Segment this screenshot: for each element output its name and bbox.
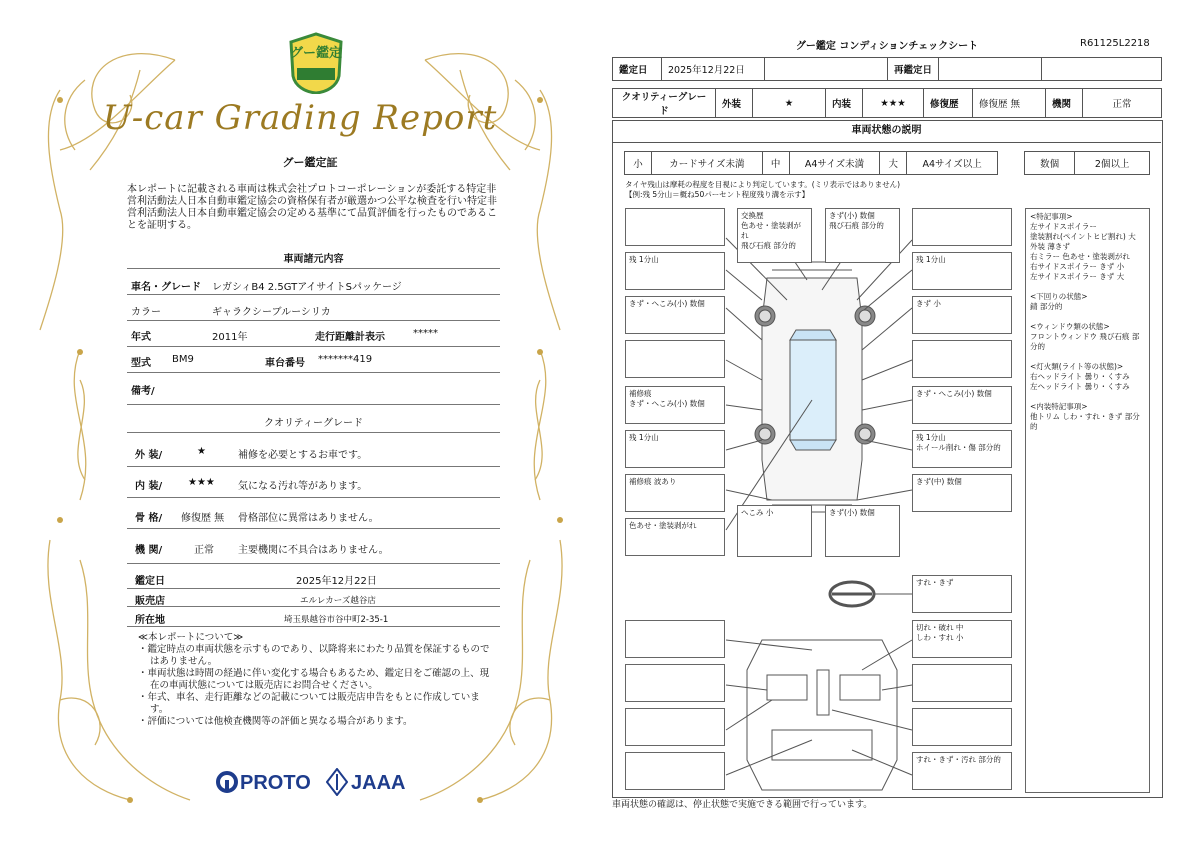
grade-label-cell: クオリティーグレード	[613, 89, 716, 118]
proto-logo-icon	[215, 770, 239, 794]
spec-heading: 車両諸元内容	[283, 254, 344, 265]
chassis-value: *******419	[318, 354, 373, 365]
model-value: BM9	[172, 354, 194, 365]
date-label: 鑑定日	[135, 576, 165, 587]
interior-box: すれ・きず・汚れ 部分的	[912, 752, 1012, 790]
interior-box: すれ・きず	[912, 575, 1012, 613]
divider	[127, 466, 500, 467]
odo-label: 走行距離計表示	[315, 332, 385, 343]
report-title: U-car Grading Report	[102, 98, 498, 138]
special-line: <内装特記事項>	[1030, 402, 1088, 411]
proto-brand: PROTO	[240, 772, 311, 794]
dealer-value: エルレカーズ越谷店	[300, 596, 376, 606]
tire-note	[625, 180, 900, 200]
int-label-cell: 内装	[826, 89, 863, 118]
spacer	[1030, 282, 1145, 292]
date-value: 2025年12月22日	[296, 576, 377, 587]
goo-kantei-logo	[287, 32, 345, 94]
model-label: 型式	[131, 358, 151, 369]
condition-box	[912, 208, 1012, 246]
condition-box: きず・へこみ(小) 数個	[625, 296, 725, 334]
legend-count: 数個	[1025, 152, 1075, 175]
divider	[127, 528, 500, 529]
special-line: 外装 薄きず	[1030, 242, 1070, 251]
section-title: 車両状態の説明	[612, 120, 1161, 143]
legend-small-desc: カードサイズ未満	[652, 152, 763, 175]
divider	[127, 497, 500, 498]
interior-box	[625, 664, 725, 702]
divider	[127, 588, 500, 589]
divider	[127, 563, 500, 564]
grade-interior-value: ★★★	[188, 477, 215, 488]
condition-box: 補修痕 波あり	[625, 474, 725, 512]
special-line: <灯火類(ライト等の状態)>	[1030, 362, 1124, 371]
condition-box: 残 1分山	[912, 252, 1012, 290]
odo-value: *****	[413, 328, 438, 339]
spacer	[1030, 312, 1145, 322]
condition-box: へこみ 小	[737, 505, 812, 557]
year-label: 年式	[131, 332, 151, 343]
blank-cell	[1042, 58, 1162, 81]
grade-exterior-desc: 補修を必要とするお車です。	[238, 450, 368, 461]
special-line: <ウィンドウ類の状態>	[1030, 322, 1110, 331]
size-legend	[624, 151, 998, 175]
ext-value-cell: ★	[753, 89, 826, 118]
divider	[127, 404, 500, 405]
grade-engine-value: 正常	[194, 545, 214, 556]
divider	[127, 346, 500, 347]
grade-exterior-value: ★	[197, 446, 206, 457]
special-line: 錆 部分的	[1030, 302, 1063, 311]
condition-box: 交換歴 色あせ・塗装剥がれ 飛び石痕 部分的	[737, 208, 812, 263]
condition-box: きず(小) 数個	[825, 505, 900, 557]
color-value: ギャラクシーブルーシリカ	[212, 307, 331, 318]
condition-box: きず(小) 数個 飛び石痕 部分的	[825, 208, 900, 263]
grade-frame-desc: 骨格部位に異常はありません。	[238, 513, 379, 524]
date-label-cell: 鑑定日	[613, 58, 662, 81]
int-value-cell: ★★★	[863, 89, 924, 118]
grade-engine-desc: 主要機関に不具合はありません。	[238, 545, 389, 556]
color-label: カラー	[131, 307, 161, 318]
legend-small: 小	[625, 152, 652, 175]
condition-box: 残 1分山	[625, 430, 725, 468]
divider	[127, 606, 500, 607]
grade-frame-value: 修復歴 無	[181, 513, 225, 524]
check-sheet-title: グー鑑定 コンディションチェックシート	[795, 41, 979, 52]
special-line: 左サイドスポイラー	[1030, 222, 1097, 231]
note-item: ・評価については他検査機関等の評価と異なる場合があります。	[138, 716, 413, 727]
special-line: <下回りの状態>	[1030, 292, 1088, 301]
logo-text: グー鑑定	[289, 46, 342, 61]
grade-engine-label: 機 関/	[135, 545, 163, 556]
date-value-cell: 2025年12月22日	[662, 58, 765, 81]
interior-box	[625, 708, 725, 746]
spacer	[1030, 352, 1145, 362]
interior-box	[912, 708, 1012, 746]
grade-interior-desc: 気になる汚れ等があります。	[238, 481, 368, 492]
name-value: レガシィB4 2.5GTアイサイトSパッケージ	[212, 282, 402, 293]
note-item: ・車両状態は時間の経過に伴い変化する場合もあるため、鑑定日をご確認の上、現在の車両状態については販売店にお問合せください。	[138, 668, 490, 691]
certificate-intro: 本レポートに記載される車両は株式会社プロトコーポレーションが委託する特定非営利活動法人日本自動車鑑定協会の資格保有者が厳選かつ公平な検査を行い特定非営利活動法人日本自動車鑑定協会の定める基準にて品質評価を行ったものであることを証明する。	[127, 184, 497, 231]
special-line: 右サイドスポイラー きず 小	[1030, 262, 1125, 271]
special-notes	[1025, 208, 1150, 793]
count-legend	[1024, 151, 1150, 175]
ext-label-cell: 外装	[716, 89, 753, 118]
remarks-label: 備考/	[131, 386, 155, 397]
divider	[127, 268, 500, 269]
condition-box: 補修痕 きず・へこみ(小) 数個	[625, 386, 725, 424]
engine-value-cell: 正常	[1083, 89, 1162, 118]
condition-box: きず(中) 数個	[912, 474, 1012, 512]
divider	[127, 294, 500, 295]
date-table	[612, 57, 1162, 81]
note-item: ・年式、車名、走行距離などの記載については販売店申告をもとに作成しています。	[138, 692, 480, 715]
interior-box	[625, 620, 725, 658]
address-label: 所在地	[135, 615, 165, 626]
jaaa-logo-icon	[326, 768, 348, 796]
legend-mid: 中	[762, 152, 789, 175]
divider	[127, 320, 500, 321]
name-label: 車名・グレード	[131, 282, 201, 293]
note-item: ・鑑定時点の車両状態を示すものであり、以降将来にわたり品質を保証するものではありません。	[138, 644, 490, 667]
legend-large: 大	[880, 152, 907, 175]
repair-value-cell: 修復歴 無	[973, 89, 1046, 118]
sheet-code: R61125L2218	[1080, 38, 1150, 49]
dealer-label: 販売店	[135, 596, 165, 607]
special-line: 右ミラー 色あせ・塗装剥がれ	[1030, 252, 1130, 261]
condition-box	[625, 208, 725, 246]
condition-box: 残 1分山 ホイール削れ・傷 部分的	[912, 430, 1012, 468]
interior-box: 切れ・破れ 中 しわ・すれ 小	[912, 620, 1012, 658]
divider	[127, 626, 500, 627]
notes-heading: ≪本レポートについて≫	[138, 632, 244, 643]
divider	[127, 372, 500, 373]
address-value: 埼玉県越谷市谷中町2-35-1	[284, 615, 389, 625]
legend-large-desc: A4サイズ以上	[907, 152, 998, 175]
report-notes	[138, 632, 498, 728]
certificate-heading: グー鑑定証	[282, 156, 338, 169]
divider	[127, 432, 500, 433]
condition-box	[625, 340, 725, 378]
condition-box: きず・へこみ(小) 数個	[912, 386, 1012, 424]
special-line: 塗装割れ(ペイントヒビ割れ) 大	[1030, 232, 1136, 241]
tire-note-line: タイヤ残山は摩耗の程度を目視により判定しています。(ミリ表示ではありません)	[625, 180, 901, 189]
special-line: フロントウィンドウ 飛び石痕 部分的	[1030, 332, 1140, 351]
year-value: 2011年	[212, 332, 248, 343]
condition-box: 残 1分山	[625, 252, 725, 290]
engine-label-cell: 機関	[1046, 89, 1083, 118]
footer-note: 車両状態の確認は、停止状態で実施できる範囲で行っています。	[612, 800, 873, 810]
re-date-label: 再鑑定日	[888, 58, 939, 81]
special-line: 右ヘッドライト 曇り・くすみ	[1030, 372, 1130, 381]
grade-frame-label: 骨 格/	[135, 513, 163, 524]
condition-box: きず 小	[912, 296, 1012, 334]
grade-table	[612, 88, 1162, 118]
condition-box: 色あせ・塗装剥がれ	[625, 518, 725, 556]
special-line: 左ヘッドライト 曇り・くすみ	[1030, 382, 1130, 391]
repair-label-cell: 修復歴	[924, 89, 973, 118]
legend-mid-desc: A4サイズ未満	[789, 152, 880, 175]
condition-box	[912, 340, 1012, 378]
interior-box	[912, 664, 1012, 702]
jaaa-brand: JAAA	[351, 772, 406, 794]
spacer	[1030, 392, 1145, 402]
grade-heading: クオリティーグレード	[264, 418, 363, 429]
special-line: 他トリム しわ・すれ・きず 部分的	[1030, 412, 1140, 431]
interior-box	[625, 752, 725, 790]
special-line: 左サイドスポイラー きず 大	[1030, 272, 1125, 281]
tire-note-line: 【例:残 5分山＝概ね50パーセント程度残り溝を示す】	[625, 190, 810, 199]
special-line: <特記事項>	[1030, 212, 1073, 221]
re-date-value	[939, 58, 1042, 81]
grade-interior-label: 内 装/	[135, 481, 163, 492]
legend-count-desc: 2個以上	[1075, 152, 1150, 175]
chassis-label: 車台番号	[265, 358, 305, 369]
grade-exterior-label: 外 装/	[135, 450, 163, 461]
blank-cell	[765, 58, 888, 81]
